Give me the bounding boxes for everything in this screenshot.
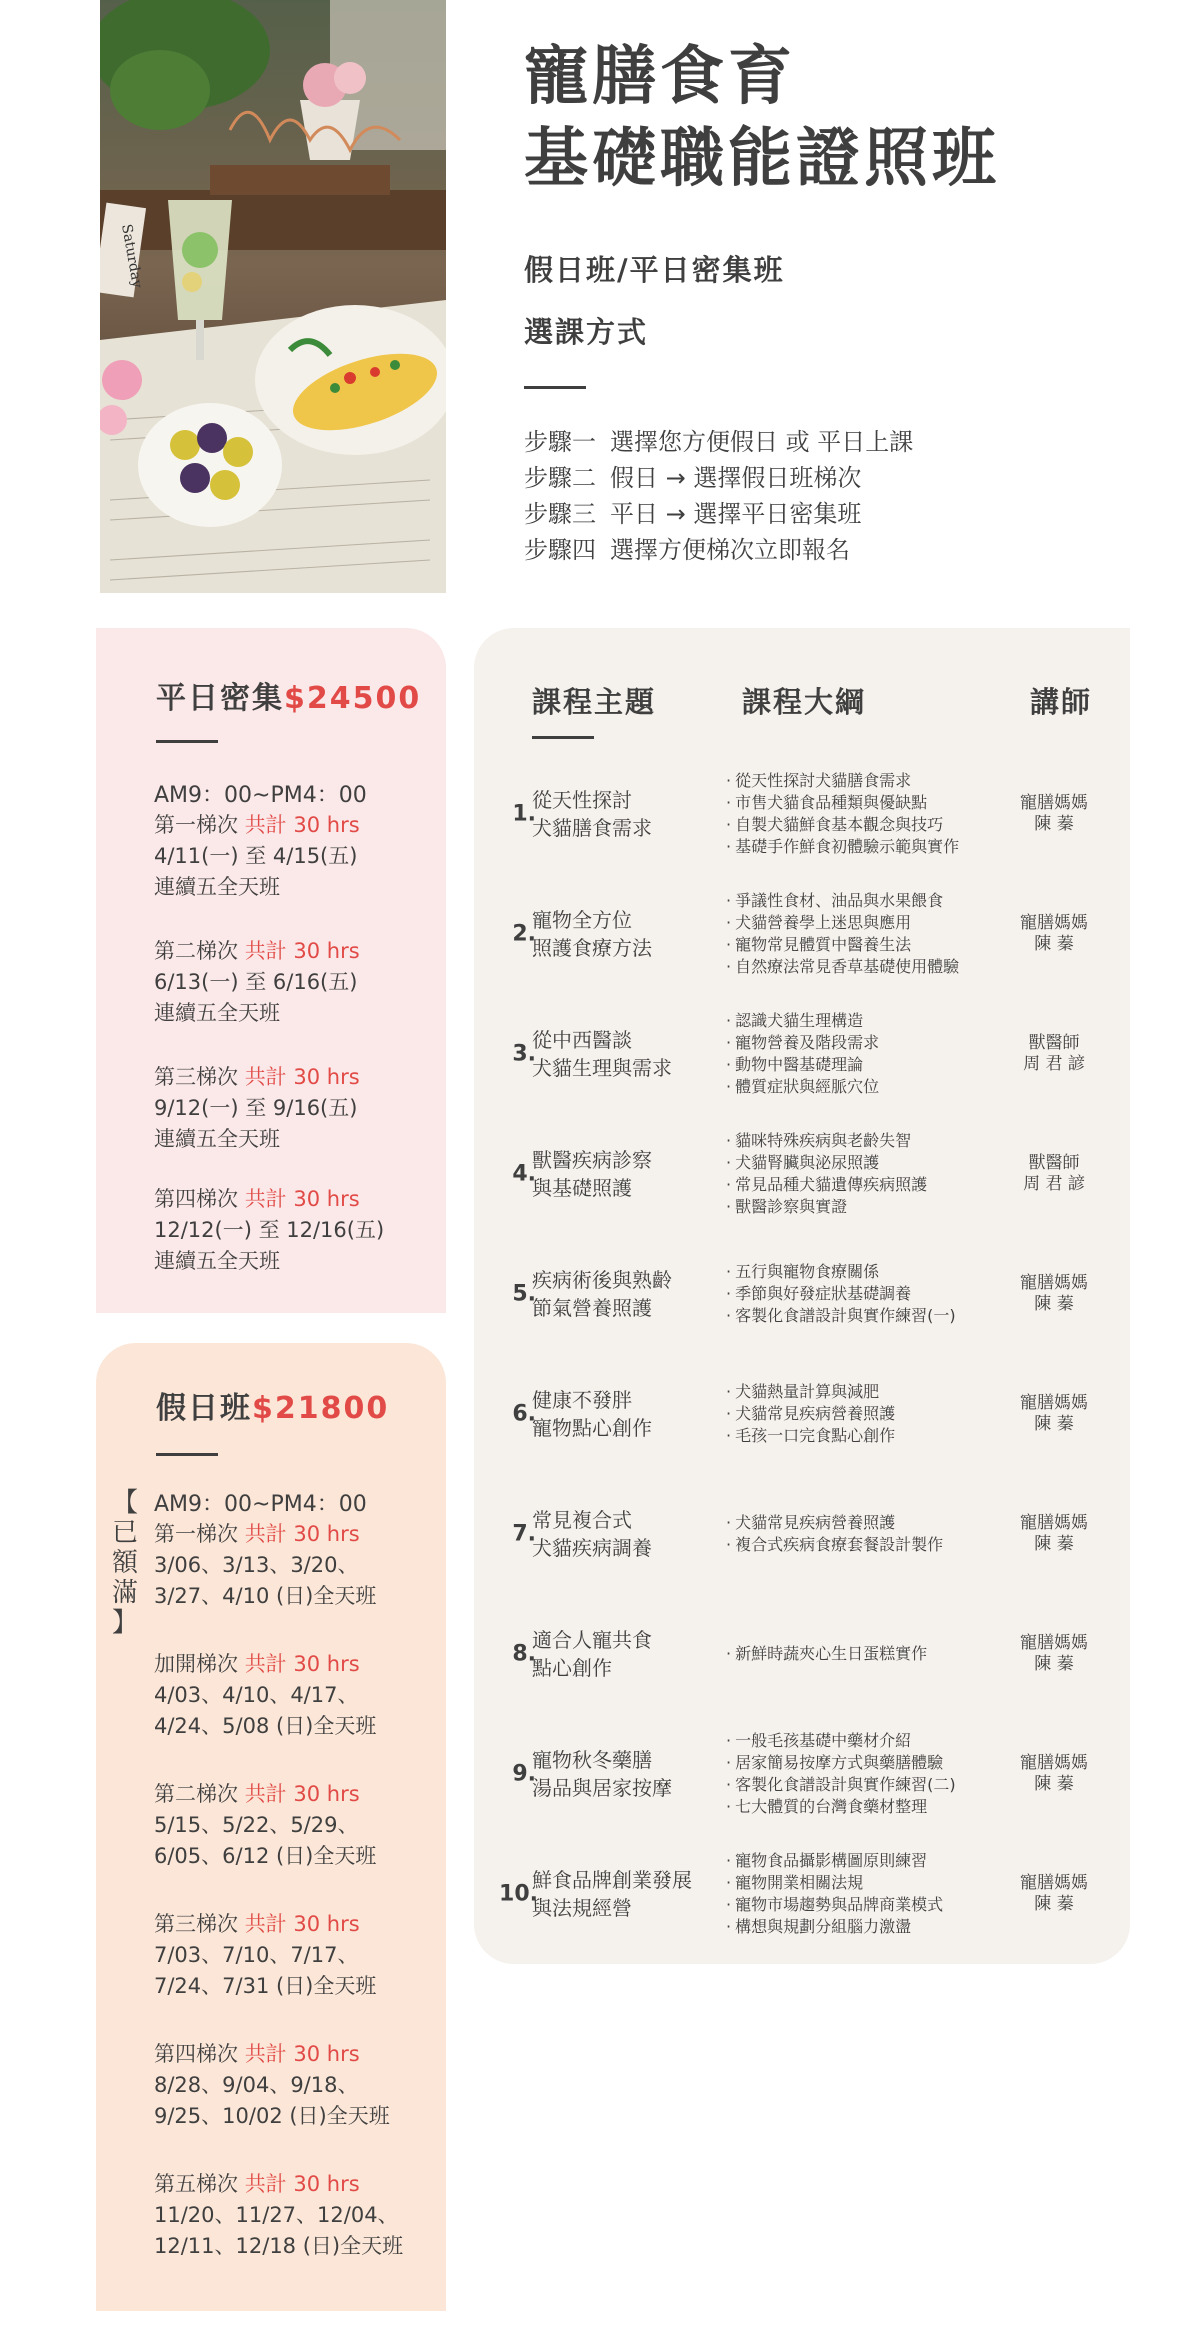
table-row — [474, 754, 1130, 874]
teacher-line: 獸醫師 — [1028, 1033, 1080, 1053]
outline-item: · 認識犬貓生理構造 — [726, 1010, 879, 1032]
tag-char: 【 — [111, 1488, 138, 1518]
teacher-line: 陳 蓁 — [1034, 1774, 1074, 1794]
teacher-line: 陳 蓁 — [1034, 1414, 1074, 1434]
row-teacher — [1009, 1393, 1099, 1435]
row-teacher — [1009, 793, 1099, 835]
table-divider — [532, 736, 594, 739]
weekend-batch — [154, 1909, 376, 2002]
weekend-batch — [154, 1779, 376, 1872]
batch-dates: 11/20、11/27、12/04、 — [154, 2203, 399, 2227]
batch-hours: 共計 30 hrs — [244, 813, 360, 837]
topic-line: 犬貓膳食需求 — [532, 816, 652, 840]
row-topic — [532, 1266, 672, 1322]
batch-schedule: 連續五全天班 — [154, 1249, 280, 1273]
topic-line: 與基礎照護 — [532, 1176, 632, 1200]
batch-schedule: 9/25、10/02 (日)全天班 — [154, 2104, 390, 2128]
topic-line: 寵物點心創作 — [532, 1416, 652, 1440]
topic-line: 寵物全方位 — [532, 908, 632, 932]
batch-hours: 共計 30 hrs — [244, 2172, 360, 2196]
batch-hours: 共計 30 hrs — [244, 1522, 360, 1546]
topic-line: 從天性探討 — [532, 788, 632, 812]
row-teacher — [1009, 1033, 1099, 1075]
batch-hours: 共計 30 hrs — [244, 1782, 360, 1806]
row-outline — [726, 770, 959, 858]
row-outline — [726, 1261, 956, 1327]
weekday-price: $24500 — [284, 681, 422, 716]
outline-item: · 基礎手作鮮食初體驗示範與實作 — [726, 836, 959, 858]
topic-line: 獸醫疾病診察 — [532, 1148, 652, 1172]
food-photo — [100, 0, 446, 593]
outline-item: · 客製化食譜設計與實作練習(一) — [726, 1305, 956, 1327]
batch-hours: 共計 30 hrs — [244, 1652, 360, 1676]
row-number: 1. — [512, 801, 536, 827]
row-number: 6. — [512, 1401, 536, 1427]
topic-line: 健康不發胖 — [532, 1388, 632, 1412]
batch-name: 第二梯次 — [154, 939, 238, 963]
row-number: 9. — [512, 1761, 536, 1787]
batch-name: 第四梯次 — [154, 2042, 238, 2066]
saturday-sign: Saturday — [118, 222, 146, 290]
row-teacher — [1009, 913, 1099, 955]
outline-item: · 獸醫診察與實證 — [726, 1196, 927, 1218]
outline-item: · 構想與規劃分組腦力激盪 — [726, 1916, 943, 1938]
weekday-title — [156, 673, 421, 717]
row-outline — [726, 1643, 927, 1665]
batch-name: 第五梯次 — [154, 2172, 238, 2196]
weekend-batch — [154, 1519, 376, 1612]
row-outline — [726, 1381, 895, 1447]
outline-item: · 自製犬貓鮮食基本觀念與技巧 — [726, 814, 959, 836]
batch-hours: 共計 30 hrs — [244, 2042, 360, 2066]
outline-item: · 季節與好發症狀基礎調養 — [726, 1283, 956, 1305]
batch-hours: 共計 30 hrs — [244, 1187, 360, 1211]
row-teacher — [1009, 1873, 1099, 1915]
batch-dates: 9/12(一) 至 9/16(五) — [154, 1096, 358, 1120]
row-topic — [532, 1866, 692, 1922]
table-row — [474, 1354, 1130, 1474]
row-topic — [532, 1146, 652, 1202]
teacher-line: 寵膳媽媽 — [1020, 1393, 1088, 1413]
batch-dates: 8/28、9/04、9/18、 — [154, 2073, 359, 2097]
weekend-class-card — [96, 1343, 446, 2311]
batch-schedule: 6/05、6/12 (日)全天班 — [154, 1844, 377, 1868]
outline-item: · 寵物市場趨勢與品牌商業模式 — [726, 1894, 943, 1916]
topic-line: 疾病術後與熟齡 — [532, 1268, 672, 1292]
page-title — [524, 36, 1000, 200]
weekend-batch — [154, 2169, 403, 2262]
row-number: 10. — [499, 1881, 538, 1907]
outline-item: · 寵物營養及階段需求 — [726, 1032, 879, 1054]
row-number: 3. — [512, 1041, 536, 1067]
batch-name: 第一梯次 — [154, 1522, 238, 1546]
row-number: 7. — [512, 1521, 536, 1547]
weekday-divider — [156, 740, 218, 743]
row-outline — [726, 1512, 943, 1556]
outline-item: · 常見品種犬貓遺傳疾病照護 — [726, 1174, 927, 1196]
topic-line: 犬貓生理與需求 — [532, 1056, 672, 1080]
row-number: 2. — [512, 921, 536, 947]
batch-dates: 4/11(一) 至 4/15(五) — [154, 844, 358, 868]
topic-line: 點心創作 — [532, 1656, 612, 1680]
batch-name: 第四梯次 — [154, 1187, 238, 1211]
batch-schedule: 連續五全天班 — [154, 1001, 280, 1025]
table-row — [474, 874, 1130, 994]
row-number: 4. — [512, 1161, 536, 1187]
teacher-line: 寵膳媽媽 — [1020, 1513, 1088, 1533]
table-row — [474, 1114, 1130, 1234]
step-label: 步驟二 — [524, 464, 596, 492]
row-outline — [726, 1850, 943, 1938]
topic-line: 鮮食品牌創業發展 — [532, 1868, 692, 1892]
outline-item: · 毛孩一口完食點心創作 — [726, 1425, 895, 1447]
outline-item: · 體質症狀與經脈穴位 — [726, 1076, 879, 1098]
weekend-title-text: 假日班 — [156, 1391, 252, 1426]
topic-line: 寵物秋冬藥膳 — [532, 1748, 652, 1772]
row-number: 8. — [512, 1641, 536, 1667]
row-topic — [532, 786, 652, 842]
teacher-line: 陳 蓁 — [1034, 934, 1074, 954]
outline-item: · 寵物常見體質中醫養生法 — [726, 934, 959, 956]
topic-line: 節氣營養照護 — [532, 1296, 652, 1320]
row-teacher — [1009, 1633, 1099, 1675]
weekday-batch — [154, 936, 360, 1029]
outline-item: · 一般毛孩基礎中藥材介紹 — [726, 1730, 956, 1752]
row-topic — [532, 1026, 672, 1082]
title-line-1: 寵膳食育 — [524, 40, 796, 114]
table-row — [474, 1714, 1130, 1834]
weekend-price: $21800 — [252, 1391, 390, 1426]
step-item — [524, 532, 913, 568]
teacher-line: 陳 蓁 — [1034, 1894, 1074, 1914]
topic-line: 常見複合式 — [532, 1508, 632, 1532]
batch-schedule: 4/24、5/08 (日)全天班 — [154, 1714, 377, 1738]
weekday-batch — [154, 1062, 360, 1155]
step-label: 步驟一 — [524, 428, 596, 456]
step-text: 選擇您方便假日 或 平日上課 — [610, 428, 914, 456]
outline-item: · 複合式疾病食療套餐設計製作 — [726, 1534, 943, 1556]
row-outline — [726, 1010, 879, 1098]
batch-dates: 12/12(一) 至 12/16(五) — [154, 1218, 385, 1242]
row-outline — [726, 1730, 956, 1818]
batch-schedule: 連續五全天班 — [154, 875, 280, 899]
header-teacher: 講師 — [1030, 685, 1093, 719]
step-text: 選擇方便梯次立即報名 — [610, 536, 850, 564]
batch-schedule: 7/24、7/31 (日)全天班 — [154, 1974, 377, 1998]
step-item — [524, 460, 913, 496]
weekend-divider — [156, 1453, 218, 1456]
batch-name: 第一梯次 — [154, 813, 238, 837]
weekend-batch — [154, 1649, 376, 1742]
outline-item: · 居家簡易按摩方式與藥膳體驗 — [726, 1752, 956, 1774]
teacher-line: 陳 蓁 — [1034, 1294, 1074, 1314]
topic-line: 照護食療方法 — [532, 936, 652, 960]
table-row — [474, 1594, 1130, 1714]
topic-line: 湯品與居家按摩 — [532, 1776, 672, 1800]
teacher-line: 獸醫師 — [1028, 1153, 1080, 1173]
tag-char: 滿 — [111, 1578, 138, 1608]
outline-item: · 客製化食譜設計與實作練習(二) — [726, 1774, 956, 1796]
teacher-line: 陳 蓁 — [1034, 814, 1074, 834]
row-topic — [532, 1746, 672, 1802]
steps-list — [524, 424, 913, 568]
title-line-2: 基礎職能證照班 — [524, 122, 1000, 196]
step-item — [524, 496, 913, 532]
batch-schedule: 12/11、12/18 (日)全天班 — [154, 2234, 404, 2258]
row-teacher — [1009, 1273, 1099, 1315]
batch-dates: 5/15、5/22、5/29、 — [154, 1813, 359, 1837]
weekday-title-text: 平日密集 — [156, 681, 284, 716]
batch-name: 第三梯次 — [154, 1065, 238, 1089]
outline-item: · 自然療法常見香草基礎使用體驗 — [726, 956, 959, 978]
row-topic — [532, 906, 652, 962]
step-label: 步驟三 — [524, 500, 596, 528]
outline-item: · 爭議性食材、油品與水果餵食 — [726, 890, 959, 912]
teacher-line: 寵膳媽媽 — [1020, 913, 1088, 933]
batch-hours: 共計 30 hrs — [244, 1912, 360, 1936]
subtitle: 假日班/平日密集班 — [524, 253, 785, 287]
outline-item: · 動物中醫基礎理論 — [726, 1054, 879, 1076]
batch-hours: 共計 30 hrs — [244, 939, 360, 963]
outline-item: · 犬貓常見疾病營養照護 — [726, 1403, 895, 1425]
step-text: 假日 → 選擇假日班梯次 — [610, 464, 862, 492]
batch-dates: 4/03、4/10、4/17、 — [154, 1683, 359, 1707]
weekday-class-card — [96, 628, 446, 1313]
header-outline: 課程大綱 — [742, 685, 867, 719]
sold-out-tag — [108, 1488, 142, 1638]
weekend-time: AM9：00~PM4：00 — [154, 1492, 367, 1517]
outline-item: · 犬貓熱量計算與減肥 — [726, 1381, 895, 1403]
row-topic — [532, 1506, 652, 1562]
weekday-batch — [154, 810, 360, 903]
weekend-batch — [154, 2039, 390, 2132]
outline-item: · 新鮮時蔬夾心生日蛋糕實作 — [726, 1643, 927, 1665]
outline-item: · 犬貓常見疾病營養照護 — [726, 1512, 943, 1534]
table-row — [474, 1834, 1130, 1954]
outline-item: · 犬貓腎臟與泌尿照護 — [726, 1152, 927, 1174]
teacher-line: 陳 蓁 — [1034, 1534, 1074, 1554]
batch-dates: 3/06、3/13、3/20、 — [154, 1553, 359, 1577]
step-text: 平日 → 選擇平日密集班 — [610, 500, 862, 528]
batch-dates: 6/13(一) 至 6/16(五) — [154, 970, 358, 994]
tag-char: 額 — [111, 1548, 138, 1578]
row-topic — [532, 1386, 652, 1442]
row-teacher — [1009, 1153, 1099, 1195]
topic-line: 從中西醫談 — [532, 1028, 632, 1052]
topic-line: 與法規經營 — [532, 1896, 632, 1920]
weekday-batch — [154, 1184, 384, 1277]
tag-char: 已 — [111, 1518, 138, 1548]
table-row — [474, 1474, 1130, 1594]
teacher-line: 陳 蓁 — [1034, 1654, 1074, 1674]
row-outline — [726, 1130, 927, 1218]
teacher-line: 寵膳媽媽 — [1020, 1873, 1088, 1893]
step-item — [524, 424, 913, 460]
teacher-line: 寵膳媽媽 — [1020, 1273, 1088, 1293]
row-teacher — [1009, 1753, 1099, 1795]
outline-item: · 市售犬貓食品種類與優缺點 — [726, 792, 959, 814]
row-number: 5. — [512, 1281, 536, 1307]
tag-char: 】 — [111, 1608, 138, 1638]
howto-heading: 選課方式 — [524, 315, 649, 349]
batch-name: 第三梯次 — [154, 1912, 238, 1936]
outline-item: · 從天性探討犬貓膳食需求 — [726, 770, 959, 792]
weekend-title — [156, 1383, 389, 1427]
teacher-line: 周 君 諺 — [1023, 1174, 1085, 1194]
step-label: 步驟四 — [524, 536, 596, 564]
course-table — [474, 628, 1130, 1964]
table-row — [474, 1234, 1130, 1354]
row-outline — [726, 890, 959, 978]
batch-schedule: 連續五全天班 — [154, 1127, 280, 1151]
topic-line: 犬貓疾病調養 — [532, 1536, 652, 1560]
table-row — [474, 994, 1130, 1114]
batch-name: 加開梯次 — [154, 1652, 238, 1676]
teacher-line: 寵膳媽媽 — [1020, 793, 1088, 813]
outline-item: · 寵物開業相關法規 — [726, 1872, 943, 1894]
teacher-line: 寵膳媽媽 — [1020, 1753, 1088, 1773]
outline-item: · 五行與寵物食療關係 — [726, 1261, 956, 1283]
teacher-line: 周 君 諺 — [1023, 1054, 1085, 1074]
row-teacher — [1009, 1513, 1099, 1555]
outline-item: · 貓咪特殊疾病與老齡失智 — [726, 1130, 927, 1152]
header-topic: 課程主題 — [532, 685, 657, 719]
teacher-line: 寵膳媽媽 — [1020, 1633, 1088, 1653]
batch-hours: 共計 30 hrs — [244, 1065, 360, 1089]
batch-name: 第二梯次 — [154, 1782, 238, 1806]
weekday-time: AM9：00~PM4：00 — [154, 783, 367, 808]
batch-schedule: 3/27、4/10 (日)全天班 — [154, 1584, 377, 1608]
outline-item: · 犬貓營養學上迷思與應用 — [726, 912, 959, 934]
outline-item: · 寵物食品攝影構圖原則練習 — [726, 1850, 943, 1872]
topic-line: 適合人寵共食 — [532, 1628, 652, 1652]
row-topic — [532, 1626, 652, 1682]
outline-item: · 七大體質的台灣食藥材整理 — [726, 1796, 956, 1818]
header-divider — [524, 386, 586, 389]
batch-dates: 7/03、7/10、7/17、 — [154, 1943, 359, 1967]
